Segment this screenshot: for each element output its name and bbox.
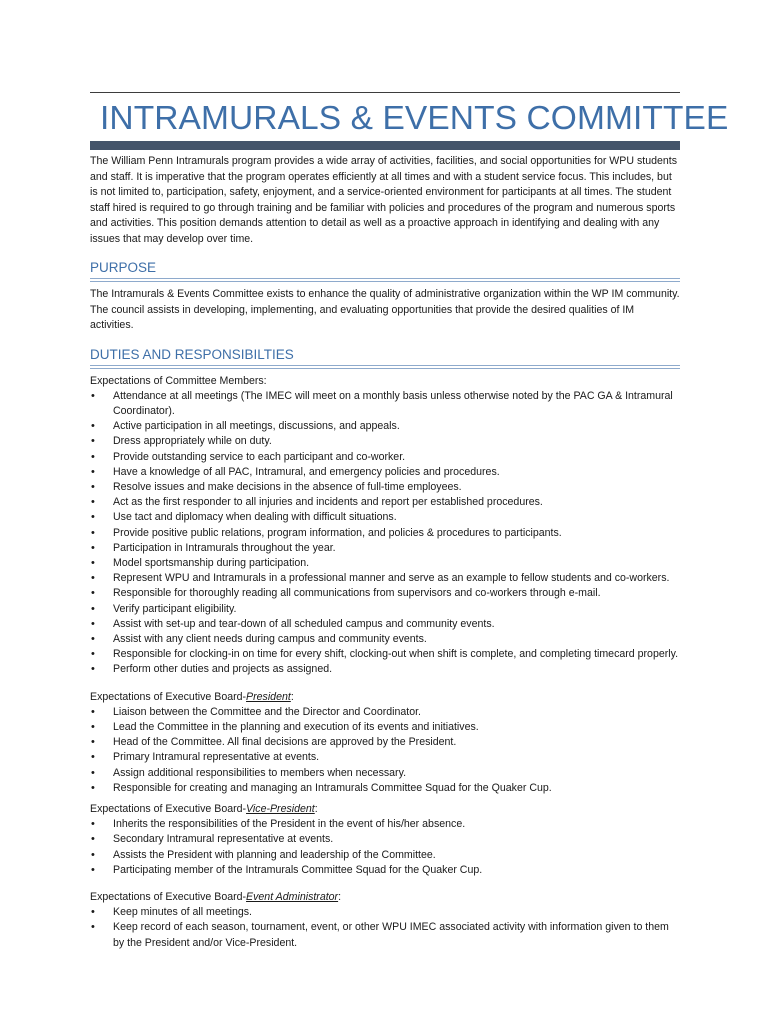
list-item: • Active participation in all meetings, discussions, and appeals. [90, 419, 680, 434]
list-item: • Keep record of each season, tournament, event, or other WPU IMEC associated activity with information given to them by the President and/or Vice-President. [90, 920, 680, 950]
list-item: • Keep minutes of all meetings. [90, 905, 680, 920]
list-item: • Responsible for clocking-in on time for every shift, clocking-out when shift is complete, and completing timecard properly. [90, 647, 680, 662]
members-expectations-list [90, 389, 680, 678]
event-admin-expectations-label: Expectations of Executive Board-Event Administrator: [90, 891, 342, 903]
list-item: • Participation in Intramurals throughout the year. [90, 541, 680, 556]
duties-heading: DUTIES AND RESPONSIBILTIES [90, 346, 294, 362]
president-role: President [246, 690, 291, 703]
list-item: • Assist with set-up and tear-down of all scheduled campus and community events. [90, 617, 680, 632]
members-expectations-label: Expectations of Committee Members: [90, 374, 267, 387]
list-item: • Model sportsmanship during participation. [90, 556, 680, 571]
list-item: • Perform other duties and projects as assigned. [90, 662, 680, 677]
list-item: • Assign additional responsibilities to members when necessary. [90, 766, 680, 781]
list-item: • Lead the Committee in the planning and execution of its events and initiatives. [90, 720, 680, 735]
purpose-paragraph: The Intramurals & Events Committee exists to enhance the quality of administrative organization within the WP IM community. The council assists in developing, implementing, and evaluating opportunities that provide the desired qualities of IM activities. [90, 288, 680, 331]
list-item: • Attendance at all meetings (The IMEC will meet on a monthly basis unless otherwise noted by the PAC GA & Intramural Coordinator). [90, 389, 680, 419]
list-item: • Resolve issues and make decisions in the absence of full-time employees. [90, 480, 680, 495]
list-item: • Have a knowledge of all PAC, Intramural, and emergency policies and procedures. [90, 465, 680, 480]
list-item: • Assist with any client needs during campus and community events. [90, 632, 680, 647]
top-rule [90, 92, 680, 93]
list-item: • Provide positive public relations, program information, and policies & procedures to participants. [90, 526, 680, 541]
list-item: • Liaison between the Committee and the Director and Coordinator. [90, 705, 680, 720]
list-item: • Act as the first responder to all injuries and incidents and report per established procedures. [90, 495, 680, 510]
president-expectations-list [90, 705, 680, 796]
list-item: • Inherits the responsibilities of the President in the event of his/her absence. [90, 817, 680, 832]
document-title: INTRAMURALS & EVENTS COMMITTEE [100, 100, 729, 137]
purpose-heading-rule [90, 278, 680, 282]
vice-president-expectations-list [90, 817, 680, 878]
list-item: • Verify participant eligibility. [90, 602, 680, 617]
list-item: • Assists the President with planning and leadership of the Committee. [90, 848, 680, 863]
list-item: • Participating member of the Intramurals Committee Squad for the Quaker Cup. [90, 863, 680, 878]
duties-heading-rule [90, 365, 680, 369]
list-item: • Responsible for creating and managing an Intramurals Committee Squad for the Quaker Cup. [90, 781, 680, 796]
event-admin-role: Event Administrator [246, 891, 339, 903]
list-item: • Represent WPU and Intramurals in a professional manner and serve as an example to fellow students and co-workers. [90, 571, 680, 586]
event-admin-expectations-list [90, 905, 680, 951]
vice-president-expectations-label: Expectations of Executive Board-Vice-President: [90, 802, 318, 815]
document-page [90, 92, 729, 951]
president-expectations-label: Expectations of Executive Board-President: [90, 690, 294, 703]
title-underline-bar [90, 141, 680, 150]
list-item: • Responsible for thoroughly reading all communications from supervisors and co-workers through e-mail. [90, 586, 680, 601]
list-item: • Use tact and diplomacy when dealing with difficult situations. [90, 510, 680, 525]
vice-president-role: Vice-President [246, 802, 315, 815]
list-item: • Secondary Intramural representative at events. [90, 832, 680, 847]
list-item: • Head of the Committee. All final decisions are approved by the President. [90, 735, 680, 750]
purpose-heading: PURPOSE [90, 260, 157, 275]
list-item: • Primary Intramural representative at events. [90, 750, 680, 765]
intro-paragraph: The William Penn Intramurals program provides a wide array of activities, facilities, and social opportunities for WPU students and staff. It is imperative that the program operates efficiently at all times and with a student service focus. This includes, but is not limited to, participation, safety, enjoyment, and a service-oriented environment for participants at all times. The student staff hired is required to go through training and be familiar with policies and procedures of the program and numerous sports and activities. This position demands attention to detail as well as a proactive approach in identifying and dealing with any issues that may develop over time. [90, 155, 678, 245]
list-item: • Dress appropriately while on duty. [90, 434, 680, 449]
list-item: • Provide outstanding service to each participant and co-worker. [90, 450, 680, 465]
